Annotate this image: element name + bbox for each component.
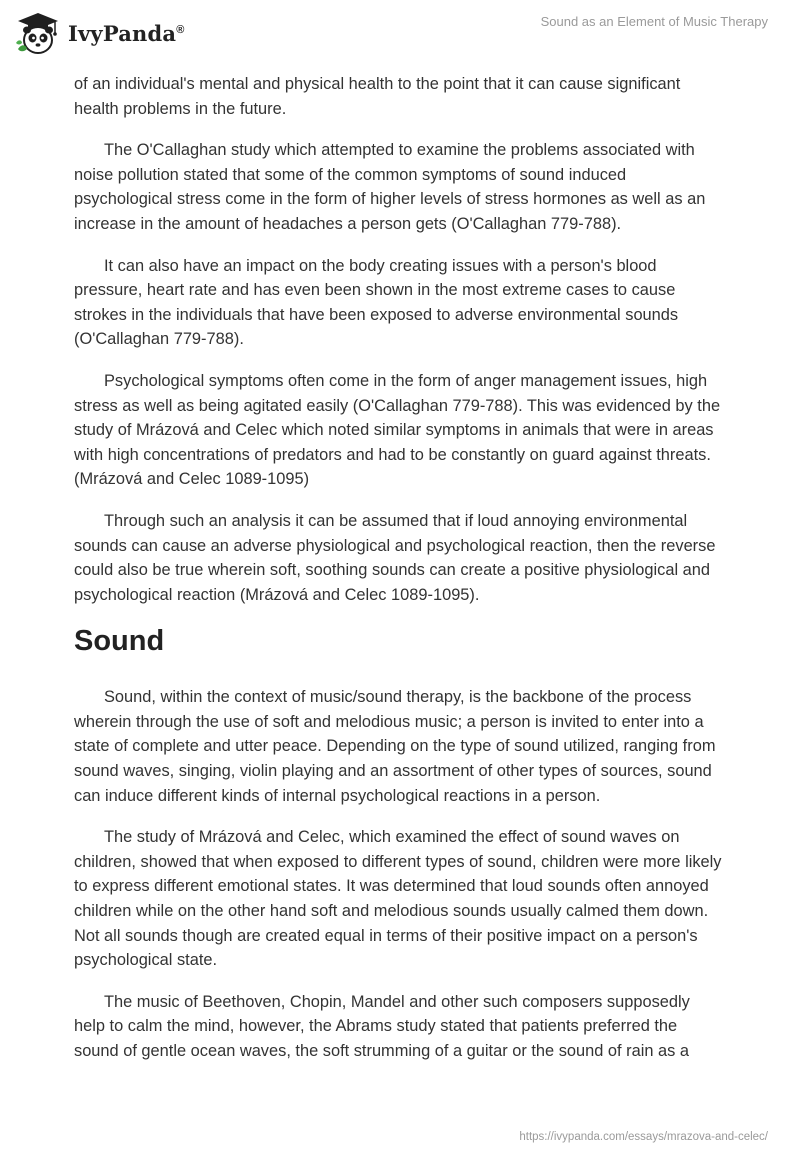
page-header (0, 0, 800, 70)
paragraph: of an individual's mental and physical health to the point that it can cause significant health problems in the future. (74, 75, 681, 118)
source-url[interactable]: https://ivypanda.com/essays/mrazova-and-celec/ (519, 1131, 768, 1143)
paragraph: The study of Mrázová and Celec, which examined the effect of sound waves on children, showed that when exposed to different types of sound, children were more likely to express different emotional states. It was determined that loud sounds often annoyed children while on the other hand soft and melodious sounds usually calmed them down. Not all sounds though are created equal in terms of their positive impact on a person's psychological state. (74, 828, 722, 970)
ivypanda-logo[interactable] (14, 8, 185, 58)
section-heading: Sound (74, 625, 165, 658)
paragraph: It can also have an impact on the body creating issues with a person's blood pressure, heart rate and has even been shown in the most extreme cases to cause strokes in the individuals that have been exposed to adverse environmental sounds (O'Callaghan 779-788). (74, 256, 679, 349)
paragraph: Through such an analysis it can be assumed that if loud annoying environmental sounds can cause an adverse physiological and psychological reaction, then the reverse could also be true wherein soft, soothing sounds can create a positive physiological and psychological reaction (Mrázová and Celec 1089-1095). (74, 511, 716, 604)
paragraph: Sound, within the context of music/sound therapy, is the backbone of the process wherein through the use of soft and melodious music; a person is invited to enter into a state of complete and utter peace. Depending on the type of sound utilized, ranging from sound waves, singing, violin playing and an assortment of other types of sources, sound can induce different kinds of internal psychological reactions in a person. (74, 688, 716, 805)
paragraph: The music of Beethoven, Chopin, Mandel and other such composers supposedly help to calm the mind, however, the Abrams study stated that patients preferred the sound of gentle ocean waves, the soft strumming of a guitar or the sound of rain as a (74, 992, 690, 1060)
paragraphs-after (74, 685, 724, 1063)
paragraphs-before (74, 72, 724, 607)
document-title: Sound as an Element of Music Therapy (540, 14, 768, 29)
paragraph: The O'Callaghan study which attempted to examine the problems associated with noise pollution stated that some of the common symptoms of sound induced psychological stress come in the form of higher levels of stress hormones as well as an increase in the amount of headaches a person gets (O'Callaghan 779-788). (74, 141, 706, 233)
brand-name: IvyPanda® (68, 20, 185, 46)
paragraph: Psychological symptoms often come in the form of anger management issues, high stress as well as being agitated easily (O'Callaghan 779-788). This was evidenced by the study of Mrázová and Celec which noted similar symptoms in animals that were in areas with high concentrations of predators and had to be constantly on guard against threats. (Mrázová and Celec 1089-1095) (74, 371, 721, 489)
panda-graduate-icon (14, 9, 62, 57)
essay-body (74, 72, 724, 1081)
